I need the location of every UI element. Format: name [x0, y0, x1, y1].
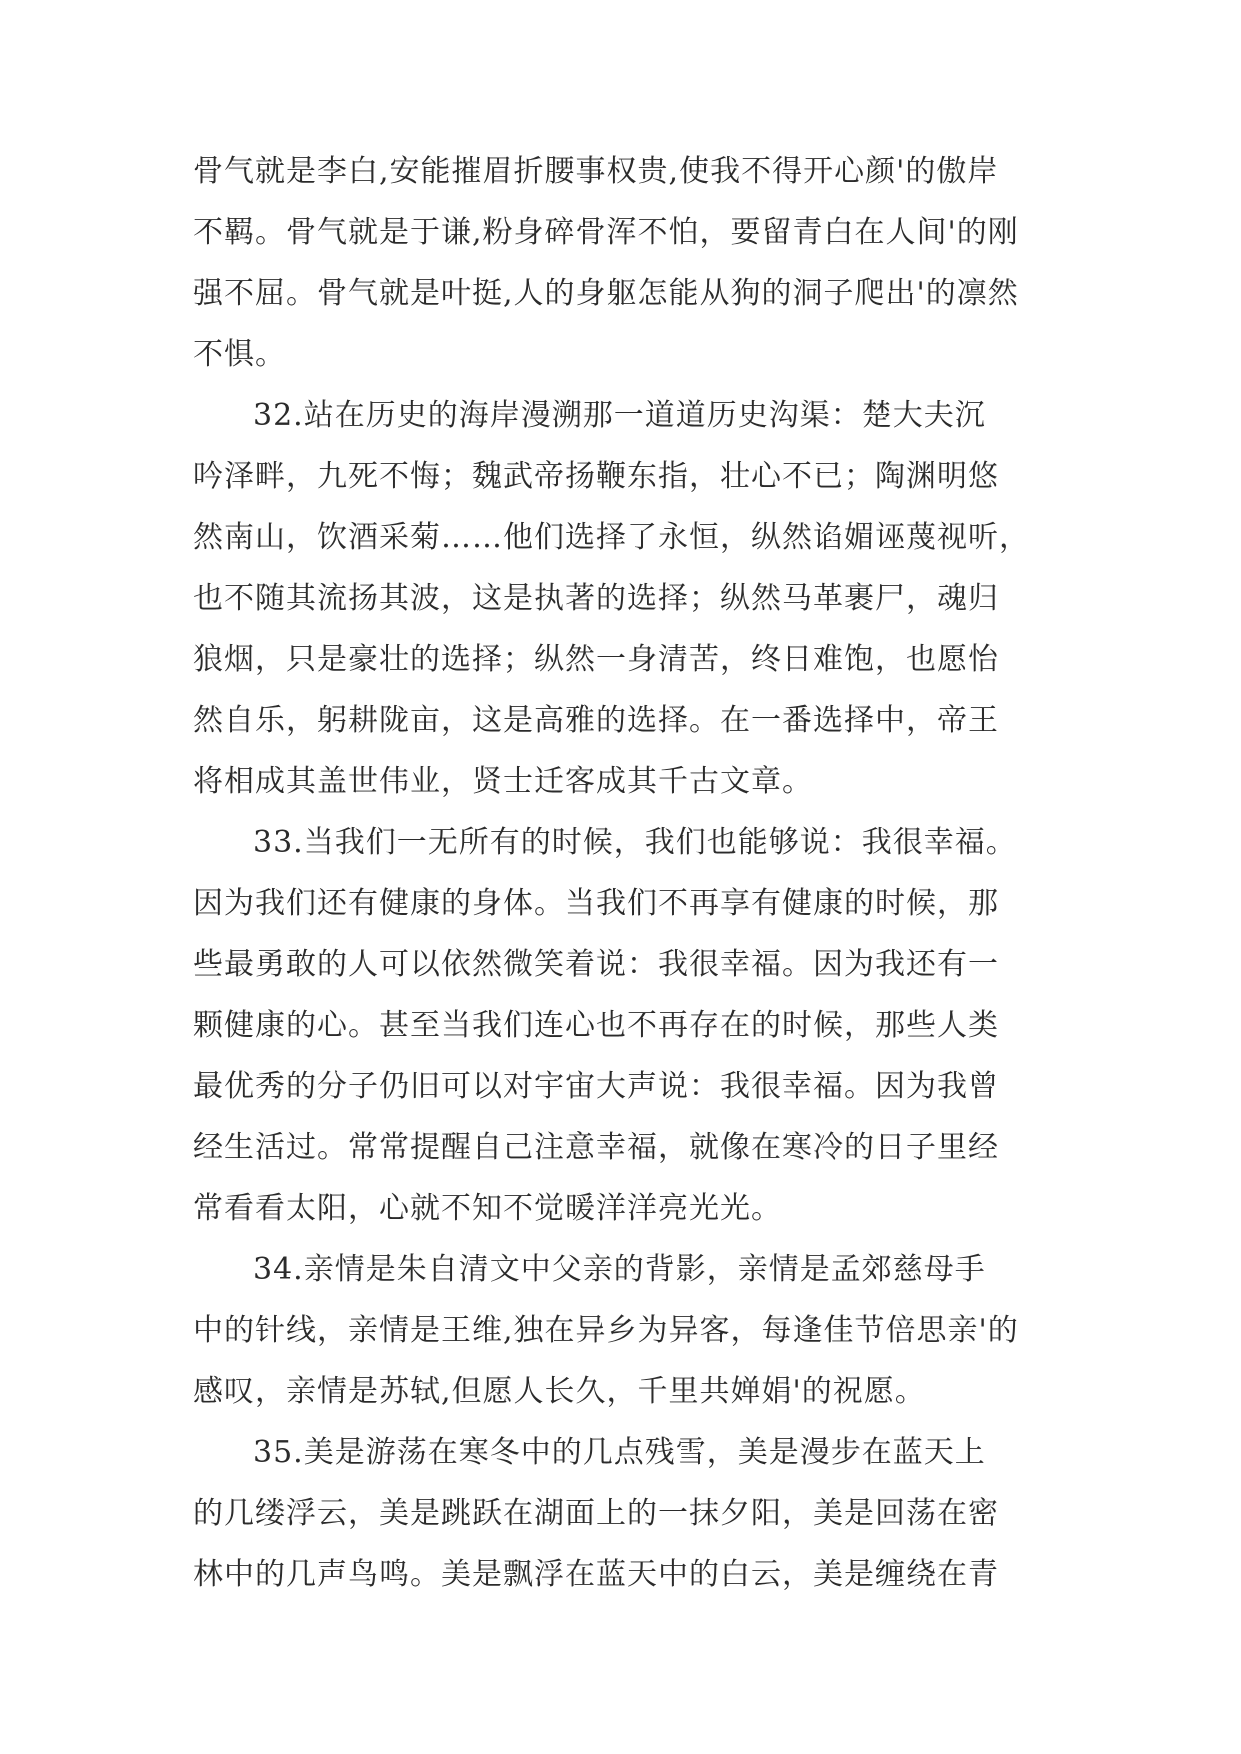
- text-line: 林中的几声鸟鸣。美是飘浮在蓝天中的白云，美是缠绕在青: [193, 1557, 999, 1592]
- text-line: 骨气就是李白,安能摧眉折腰事权贵,使我不得开心颜'的傲岸: [193, 154, 999, 189]
- text-line: 然自乐，躬耕陇亩，这是高雅的选择。在一番选择中，帝王: [193, 703, 999, 738]
- text-line: 将相成其盖世伟业，贤士迁客成其千古文章。: [193, 764, 813, 799]
- text-line: 也不随其流扬其波，这是执著的选择；纵然马革裹尸，魂归: [193, 581, 999, 616]
- text-line: 中的针线，亲情是王维,独在异乡为异客，每逢佳节倍思亲'的: [193, 1313, 1019, 1348]
- paragraph-35-start: 35.美是游荡在寒冬中的几点残雪，美是漫步在蓝天上: [253, 1435, 986, 1470]
- paragraph-33-start: 33.当我们一无所有的时候，我们也能够说：我很幸福。: [253, 825, 1017, 860]
- text-line: 些最勇敢的人可以依然微笑着说：我很幸福。因为我还有一: [193, 947, 999, 982]
- text-line: 吟泽畔，九死不悔；魏武帝扬鞭东指，壮心不已；陶渊明悠: [193, 459, 999, 494]
- text-line: 感叹，亲情是苏轼,但愿人长久，千里共婵娟'的祝愿。: [193, 1374, 926, 1409]
- text-line: 然南山，饮酒采菊……他们选择了永恒，纵然谄媚诬蔑视听，: [193, 520, 1030, 555]
- text-line: 颗健康的心。甚至当我们连心也不再存在的时候，那些人类: [193, 1008, 999, 1043]
- document-body: [193, 141, 1053, 1605]
- text-line: 狼烟，只是豪壮的选择；纵然一身清苦，终日难饱，也愿怡: [193, 642, 999, 677]
- paragraph-34-start: 34.亲情是朱自清文中父亲的背影，亲情是孟郊慈母手: [253, 1252, 986, 1287]
- text-line: 因为我们还有健康的身体。当我们不再享有健康的时候，那: [193, 886, 999, 921]
- text-line: 不惧。: [193, 337, 286, 372]
- text-line: 常看看太阳，心就不知不觉暖洋洋亮光光。: [193, 1191, 782, 1226]
- paragraph-32-start: 32.站在历史的海岸漫溯那一道道历史沟渠：楚大夫沉: [253, 398, 986, 433]
- text-line: 最优秀的分子仍旧可以对宇宙大声说：我很幸福。因为我曾: [193, 1069, 999, 1104]
- text-line: 的几缕浮云，美是跳跃在湖面上的一抹夕阳，美是回荡在密: [193, 1496, 999, 1531]
- text-line: 经生活过。常常提醒自己注意幸福，就像在寒冷的日子里经: [193, 1130, 999, 1165]
- text-line: 强不屈。骨气就是叶挺,人的身躯怎能从狗的洞子爬出'的凛然: [193, 276, 1019, 311]
- text-line: 不羁。骨气就是于谦,粉身碎骨浑不怕，要留青白在人间'的刚: [193, 215, 1019, 250]
